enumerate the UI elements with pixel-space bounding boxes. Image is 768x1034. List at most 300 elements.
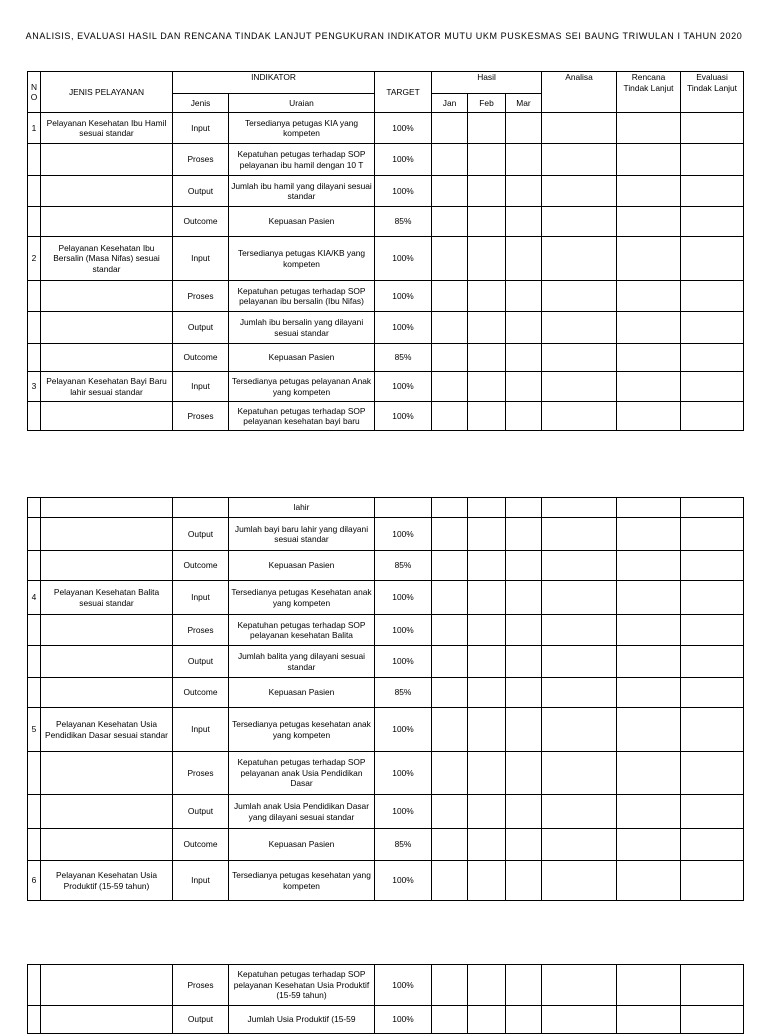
indicator-type: Proses <box>173 965 229 1006</box>
jan-cell <box>432 646 468 678</box>
table-row <box>28 678 744 708</box>
row-number <box>28 498 41 518</box>
indicator-description: Kepuasan Pasien <box>229 551 375 581</box>
rencana-cell <box>617 312 681 344</box>
table-row <box>28 861 744 901</box>
indicator-description: Jumlah Usia Produktif (15-59 <box>229 1006 375 1034</box>
indicator-description: Tersedianya petugas KIA/KB yang kompeten <box>229 237 375 281</box>
table-row <box>28 518 744 551</box>
jan-cell <box>432 498 468 518</box>
service-type <box>41 551 173 581</box>
indicator-type: Outcome <box>173 207 229 237</box>
indicator-description: Kepuasan Pasien <box>229 207 375 237</box>
rencana-cell <box>617 402 681 431</box>
row-number: 4 <box>28 581 41 615</box>
indicator-type: Proses <box>173 752 229 795</box>
service-type: Pelayanan Kesehatan Usia Produktif (15-59 tahun) <box>41 861 173 901</box>
feb-cell <box>468 144 506 176</box>
analisa-cell <box>542 372 617 402</box>
target-value: 100% <box>375 752 432 795</box>
feb-cell <box>468 312 506 344</box>
indicator-type: Output <box>173 646 229 678</box>
jan-cell <box>432 144 468 176</box>
feb-cell <box>468 551 506 581</box>
table-row <box>28 402 744 431</box>
mar-cell <box>506 498 542 518</box>
service-type: Pelayanan Kesehatan Ibu Hamil sesuai standar <box>41 113 173 144</box>
header-uraian: Uraian <box>229 94 375 113</box>
target-value: 85% <box>375 678 432 708</box>
analisa-cell <box>542 708 617 752</box>
table-row <box>28 708 744 752</box>
indicator-type: Output <box>173 795 229 829</box>
feb-cell <box>468 581 506 615</box>
jan-cell <box>432 207 468 237</box>
indicator-type: Outcome <box>173 551 229 581</box>
table-row <box>28 144 744 176</box>
analisa-cell <box>542 498 617 518</box>
target-value <box>375 498 432 518</box>
service-type <box>41 281 173 312</box>
service-type <box>41 207 173 237</box>
mar-cell <box>506 829 542 861</box>
service-type <box>41 678 173 708</box>
analisa-cell <box>542 678 617 708</box>
row-number: 3 <box>28 372 41 402</box>
header-jan: Jan <box>432 94 468 113</box>
jan-cell <box>432 518 468 551</box>
row-number <box>28 344 41 372</box>
analisa-cell <box>542 615 617 646</box>
jan-cell <box>432 551 468 581</box>
jan-cell <box>432 237 468 281</box>
evaluasi-cell <box>681 646 744 678</box>
evaluasi-cell <box>681 795 744 829</box>
row-number: 6 <box>28 861 41 901</box>
service-type: Pelayanan Kesehatan Balita sesuai standar <box>41 581 173 615</box>
indicator-description: Tersedianya petugas pelayanan Anak yang kompeten <box>229 372 375 402</box>
rencana-cell <box>617 498 681 518</box>
evaluasi-cell <box>681 498 744 518</box>
indicator-type: Output <box>173 312 229 344</box>
mar-cell <box>506 581 542 615</box>
rencana-cell <box>617 551 681 581</box>
table-row <box>28 965 744 1006</box>
analisa-cell <box>542 1006 617 1034</box>
jan-cell <box>432 402 468 431</box>
analisa-cell <box>542 518 617 551</box>
target-value: 100% <box>375 372 432 402</box>
analisa-cell <box>542 281 617 312</box>
header-target: TARGET <box>375 72 432 113</box>
target-value: 100% <box>375 237 432 281</box>
jan-cell <box>432 615 468 646</box>
indicator-type: Proses <box>173 144 229 176</box>
indicator-description: Jumlah anak Usia Pendidikan Dasar yang dilayani sesuai standar <box>229 795 375 829</box>
evaluasi-cell <box>681 551 744 581</box>
evaluasi-cell <box>681 312 744 344</box>
indicator-description: Kepatuhan petugas terhadap SOP pelayanan kesehatan Balita <box>229 615 375 646</box>
row-number <box>28 207 41 237</box>
row-number: 2 <box>28 237 41 281</box>
feb-cell <box>468 829 506 861</box>
rencana-cell <box>617 678 681 708</box>
analisa-cell <box>542 113 617 144</box>
indicator-description: Kepuasan Pasien <box>229 829 375 861</box>
service-type: Pelayanan Kesehatan Usia Pendidikan Dasar sesuai standar <box>41 708 173 752</box>
mar-cell <box>506 344 542 372</box>
row-number <box>28 752 41 795</box>
indicator-type: Output <box>173 1006 229 1034</box>
evaluasi-cell <box>681 237 744 281</box>
rencana-cell <box>617 518 681 551</box>
target-value: 100% <box>375 861 432 901</box>
evaluasi-cell <box>681 176 744 207</box>
feb-cell <box>468 752 506 795</box>
rencana-cell <box>617 615 681 646</box>
row-number <box>28 551 41 581</box>
mar-cell <box>506 144 542 176</box>
mar-cell <box>506 113 542 144</box>
analisa-cell <box>542 795 617 829</box>
service-type <box>41 646 173 678</box>
service-type <box>41 144 173 176</box>
service-type <box>41 344 173 372</box>
header-analisa: Analisa <box>542 72 617 113</box>
rencana-cell <box>617 1006 681 1034</box>
rencana-cell <box>617 752 681 795</box>
indicator-type: Output <box>173 518 229 551</box>
row-number <box>28 402 41 431</box>
table-row <box>28 372 744 402</box>
target-value: 85% <box>375 829 432 861</box>
indicator-table-page-2 <box>27 497 744 901</box>
indicator-type: Outcome <box>173 344 229 372</box>
evaluasi-cell <box>681 708 744 752</box>
feb-cell <box>468 965 506 1006</box>
target-value: 100% <box>375 518 432 551</box>
feb-cell <box>468 372 506 402</box>
feb-cell <box>468 708 506 752</box>
evaluasi-cell <box>681 829 744 861</box>
indicator-type: Output <box>173 176 229 207</box>
table-row <box>28 498 744 518</box>
mar-cell <box>506 281 542 312</box>
analisa-cell <box>542 207 617 237</box>
header-rencana: Rencana Tindak Lanjut <box>617 72 681 113</box>
feb-cell <box>468 646 506 678</box>
mar-cell <box>506 615 542 646</box>
indicator-description: Jumlah ibu bersalin yang dilayani sesuai standar <box>229 312 375 344</box>
jan-cell <box>432 344 468 372</box>
evaluasi-cell <box>681 861 744 901</box>
jan-cell <box>432 312 468 344</box>
mar-cell <box>506 678 542 708</box>
table-row <box>28 1006 744 1034</box>
feb-cell <box>468 281 506 312</box>
rencana-cell <box>617 795 681 829</box>
jan-cell <box>432 1006 468 1034</box>
target-value: 100% <box>375 615 432 646</box>
table-row <box>28 176 744 207</box>
jan-cell <box>432 581 468 615</box>
feb-cell <box>468 176 506 207</box>
header-jenis-pelayanan: JENIS PELAYANAN <box>41 72 173 113</box>
mar-cell <box>506 861 542 901</box>
jan-cell <box>432 113 468 144</box>
indicator-type: Proses <box>173 615 229 646</box>
evaluasi-cell <box>681 1006 744 1034</box>
indicator-description: Jumlah bayi baru lahir yang dilayani sesuai standar <box>229 518 375 551</box>
target-value: 85% <box>375 344 432 372</box>
table-row <box>28 237 744 281</box>
table-row <box>28 312 744 344</box>
feb-cell <box>468 498 506 518</box>
table-row <box>28 551 744 581</box>
service-type <box>41 176 173 207</box>
feb-cell <box>468 1006 506 1034</box>
indicator-table-page-1 <box>27 71 744 431</box>
target-value: 85% <box>375 551 432 581</box>
jan-cell <box>432 678 468 708</box>
indicator-type: Proses <box>173 281 229 312</box>
evaluasi-cell <box>681 678 744 708</box>
indicator-description: Tersedianya petugas Kesehatan anak yang kompeten <box>229 581 375 615</box>
rencana-cell <box>617 237 681 281</box>
mar-cell <box>506 551 542 581</box>
indicator-type: Input <box>173 372 229 402</box>
rencana-cell <box>617 581 681 615</box>
evaluasi-cell <box>681 372 744 402</box>
analisa-cell <box>542 144 617 176</box>
rencana-cell <box>617 372 681 402</box>
rencana-cell <box>617 344 681 372</box>
rencana-cell <box>617 646 681 678</box>
row-number: 1 <box>28 113 41 144</box>
row-number: 5 <box>28 708 41 752</box>
table-row <box>28 646 744 678</box>
evaluasi-cell <box>681 402 744 431</box>
indicator-description: Tersedianya petugas kesehatan yang kompeten <box>229 861 375 901</box>
indicator-description: Kepuasan Pasien <box>229 344 375 372</box>
rencana-cell <box>617 829 681 861</box>
target-value: 85% <box>375 207 432 237</box>
evaluasi-cell <box>681 144 744 176</box>
mar-cell <box>506 708 542 752</box>
service-type <box>41 615 173 646</box>
service-type <box>41 402 173 431</box>
table-row <box>28 581 744 615</box>
indicator-description: Kepuasan Pasien <box>229 678 375 708</box>
indicator-description: Kepatuhan petugas terhadap SOP pelayanan kesehatan bayi baru <box>229 402 375 431</box>
analisa-cell <box>542 344 617 372</box>
analisa-cell <box>542 237 617 281</box>
mar-cell <box>506 1006 542 1034</box>
evaluasi-cell <box>681 113 744 144</box>
jan-cell <box>432 965 468 1006</box>
feb-cell <box>468 344 506 372</box>
evaluasi-cell <box>681 344 744 372</box>
target-value: 100% <box>375 581 432 615</box>
target-value: 100% <box>375 281 432 312</box>
jan-cell <box>432 752 468 795</box>
indicator-type: Input <box>173 113 229 144</box>
rencana-cell <box>617 281 681 312</box>
analisa-cell <box>542 402 617 431</box>
mar-cell <box>506 965 542 1006</box>
service-type <box>41 498 173 518</box>
mar-cell <box>506 312 542 344</box>
table-row <box>28 752 744 795</box>
table-row <box>28 281 744 312</box>
row-number <box>28 281 41 312</box>
rencana-cell <box>617 113 681 144</box>
target-value: 100% <box>375 795 432 829</box>
rencana-cell <box>617 207 681 237</box>
header-mar: Mar <box>506 94 542 113</box>
service-type <box>41 752 173 795</box>
service-type: Pelayanan Kesehatan Bayi Baru lahir sesuai standar <box>41 372 173 402</box>
target-value: 100% <box>375 402 432 431</box>
feb-cell <box>468 113 506 144</box>
indicator-type: Outcome <box>173 829 229 861</box>
mar-cell <box>506 237 542 281</box>
target-value: 100% <box>375 113 432 144</box>
evaluasi-cell <box>681 581 744 615</box>
service-type <box>41 965 173 1006</box>
analisa-cell <box>542 646 617 678</box>
service-type <box>41 1006 173 1034</box>
feb-cell <box>468 795 506 829</box>
analisa-cell <box>542 312 617 344</box>
rencana-cell <box>617 708 681 752</box>
mar-cell <box>506 402 542 431</box>
target-value: 100% <box>375 965 432 1006</box>
header-hasil: Hasil <box>432 72 542 94</box>
header-no: N O <box>28 72 41 113</box>
table-row <box>28 344 744 372</box>
rencana-cell <box>617 965 681 1006</box>
evaluasi-cell <box>681 518 744 551</box>
row-number <box>28 829 41 861</box>
rencana-cell <box>617 176 681 207</box>
indicator-description: Tersedianya petugas kesehatan anak yang kompeten <box>229 708 375 752</box>
row-number <box>28 646 41 678</box>
feb-cell <box>468 861 506 901</box>
document-title: ANALISIS, EVALUASI HASIL DAN RENCANA TINDAK LANJUT PENGUKURAN INDIKATOR MUTU UKM PUSKESMAS SEI BAUNG TRIWULAN I TAHUN 2020 <box>25 31 743 41</box>
indicator-description: Jumlah balita yang dilayani sesuai standar <box>229 646 375 678</box>
row-number <box>28 1006 41 1034</box>
target-value: 100% <box>375 176 432 207</box>
feb-cell <box>468 518 506 551</box>
row-number <box>28 795 41 829</box>
row-number <box>28 176 41 207</box>
target-value: 100% <box>375 312 432 344</box>
evaluasi-cell <box>681 615 744 646</box>
evaluasi-cell <box>681 965 744 1006</box>
header-jenis: Jenis <box>173 94 229 113</box>
rencana-cell <box>617 861 681 901</box>
analisa-cell <box>542 176 617 207</box>
indicator-type: Input <box>173 708 229 752</box>
mar-cell <box>506 795 542 829</box>
indicator-type: Proses <box>173 402 229 431</box>
service-type: Pelayanan Kesehatan Ibu Bersalin (Masa Nifas) sesuai standar <box>41 237 173 281</box>
indicator-description: Tersedianya petugas KIA yang kompeten <box>229 113 375 144</box>
mar-cell <box>506 207 542 237</box>
evaluasi-cell <box>681 207 744 237</box>
analisa-cell <box>542 861 617 901</box>
target-value: 100% <box>375 708 432 752</box>
feb-cell <box>468 615 506 646</box>
header-evaluasi: Evaluasi Tindak Lanjut <box>681 72 744 113</box>
indicator-type: Input <box>173 237 229 281</box>
target-value: 100% <box>375 144 432 176</box>
table-row <box>28 113 744 144</box>
indicator-description: Kepatuhan petugas terhadap SOP pelayanan Kesehatan Usia Produktif (15-59 tahun) <box>229 965 375 1006</box>
indicator-type: Input <box>173 581 229 615</box>
feb-cell <box>468 207 506 237</box>
mar-cell <box>506 372 542 402</box>
feb-cell <box>468 237 506 281</box>
indicator-type: Outcome <box>173 678 229 708</box>
header-indikator: INDIKATOR <box>173 72 375 94</box>
indicator-type: Input <box>173 861 229 901</box>
table-row <box>28 615 744 646</box>
evaluasi-cell <box>681 752 744 795</box>
indicator-type <box>173 498 229 518</box>
indicator-description: lahir <box>229 498 375 518</box>
service-type <box>41 518 173 551</box>
target-value: 100% <box>375 646 432 678</box>
evaluasi-cell <box>681 281 744 312</box>
row-number <box>28 615 41 646</box>
table-row <box>28 795 744 829</box>
table-row <box>28 829 744 861</box>
indicator-description: Kepatuhan petugas terhadap SOP pelayanan ibu hamil dengan 10 T <box>229 144 375 176</box>
service-type <box>41 312 173 344</box>
rencana-cell <box>617 144 681 176</box>
row-number <box>28 965 41 1006</box>
jan-cell <box>432 372 468 402</box>
analisa-cell <box>542 752 617 795</box>
row-number <box>28 678 41 708</box>
target-value: 100% <box>375 1006 432 1034</box>
analisa-cell <box>542 965 617 1006</box>
mar-cell <box>506 752 542 795</box>
jan-cell <box>432 861 468 901</box>
jan-cell <box>432 795 468 829</box>
feb-cell <box>468 402 506 431</box>
feb-cell <box>468 678 506 708</box>
indicator-description: Jumlah ibu hamil yang dilayani sesuai standar <box>229 176 375 207</box>
service-type <box>41 829 173 861</box>
analisa-cell <box>542 551 617 581</box>
table-row <box>28 207 744 237</box>
analisa-cell <box>542 581 617 615</box>
mar-cell <box>506 176 542 207</box>
jan-cell <box>432 708 468 752</box>
row-number <box>28 312 41 344</box>
header-feb: Feb <box>468 94 506 113</box>
indicator-description: Kepatuhan petugas terhadap SOP pelayanan ibu bersalin (Ibu Nifas) <box>229 281 375 312</box>
jan-cell <box>432 176 468 207</box>
mar-cell <box>506 646 542 678</box>
jan-cell <box>432 281 468 312</box>
service-type <box>41 795 173 829</box>
row-number <box>28 144 41 176</box>
indicator-description: Kepatuhan petugas terhadap SOP pelayanan anak Usia Pendidikan Dasar <box>229 752 375 795</box>
